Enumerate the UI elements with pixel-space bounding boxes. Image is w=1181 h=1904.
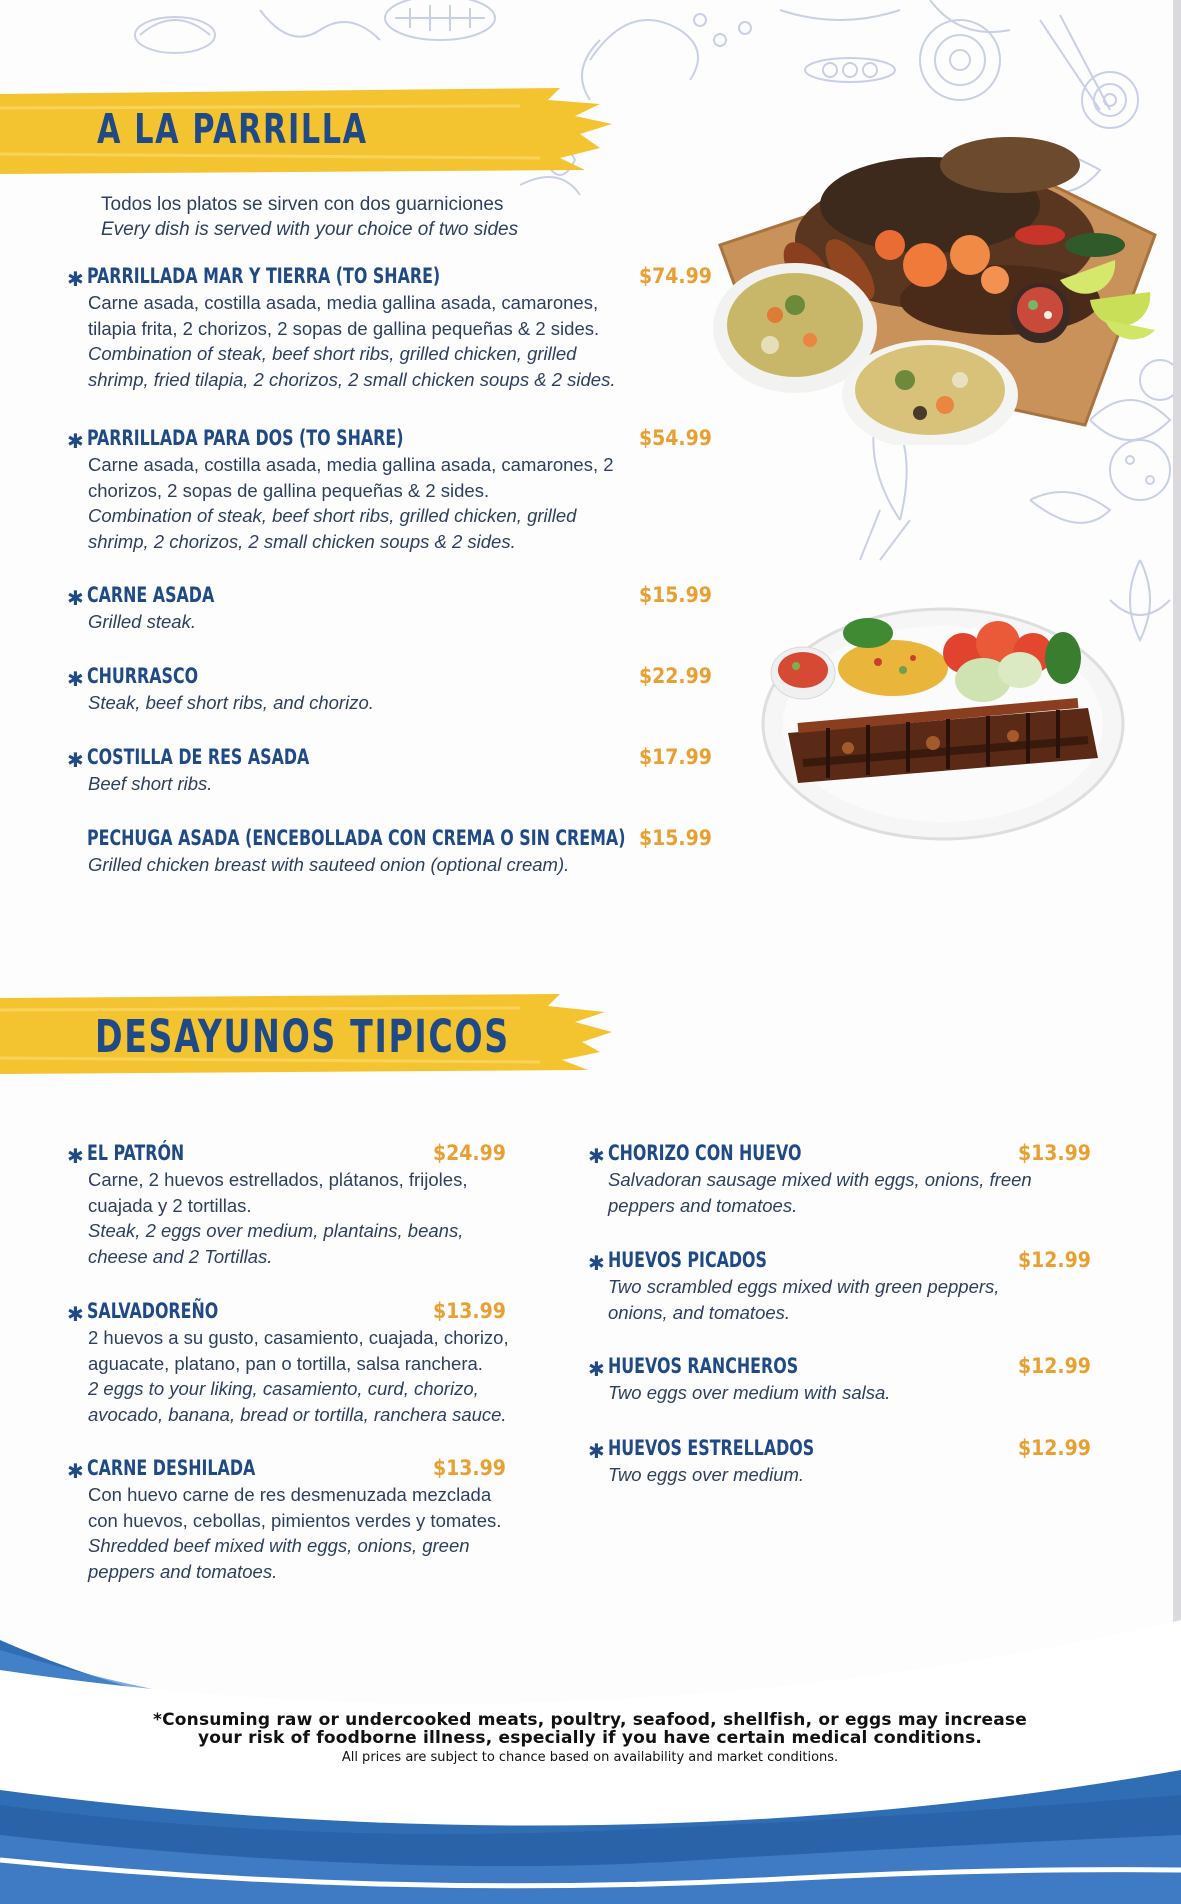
item-description [608,1274,1181,1325]
item-description [88,771,708,797]
description-english-line: Beef short ribs. [88,773,213,794]
description-english-line: Salvadoran sausage mixed with eggs, onions, freen [608,1169,1032,1190]
item-price: $15.99 [639,583,712,607]
item-name: HUEVOS ESTRELLADOS [608,1436,815,1460]
description-spanish-line: Carne, 2 huevos estrellados, plátanos, frijoles, [88,1169,468,1190]
description-spanish-line: Carne asada, costilla asada, media gallina asada, camarones, 2 [88,454,614,475]
star-marker-icon: ✱ [67,1146,84,1168]
star-marker-icon: ✱ [67,750,84,772]
item-price: $54.99 [639,426,712,450]
item-price: $15.99 [639,826,712,850]
item-price: $24.99 [433,1141,506,1165]
description-spanish-line: Con huevo carne de res desmenuzada mezclada [88,1484,492,1505]
description-english-line: 2 eggs to your liking, casamiento, curd, chorizo, [88,1378,479,1399]
item-name: PECHUGA ASADA (ENCEBOLLADA CON CREMA O SIN CREMA) [87,826,626,850]
description-english-line: shrimp, 2 chorizos, 2 small chicken soups & 2 sides. [88,530,516,552]
food-safety-disclaimer [140,1711,1040,1769]
item-description [608,1462,1181,1488]
item-name: CARNE DESHILADA [87,1456,256,1480]
description-english-line: Grilled chicken breast with sauteed onion (optional cream). [88,854,570,875]
item-name: HUEVOS PICADOS [608,1248,767,1272]
item-name: PARRILLADA PARA DOS (TO SHARE) [87,426,404,450]
item-price: $22.99 [639,664,712,688]
item-description [608,1380,1181,1406]
item-name: CHURRASCO [87,664,199,688]
description-spanish-line: 2 huevos a su gusto, casamiento, cuajada, chorizo, [88,1327,509,1348]
item-description [88,609,708,635]
star-marker-icon: ✱ [67,588,84,610]
item-price: $17.99 [639,745,712,769]
star-marker-icon: ✱ [67,669,84,691]
item-description [88,690,708,716]
description-english-line: onions, and tomatoes. [608,1301,791,1323]
section-title-desayunos: DESAYUNOS TIPICOS [95,1010,510,1063]
description-english-line: Two eggs over medium with salsa. [608,1382,891,1403]
costilla-plate-photo [758,598,1128,846]
star-marker-icon: ✱ [588,1146,605,1168]
description-spanish-line: tilapia frita, 2 chorizos, 2 sopas de gallina pequeñas & 2 sides. [88,317,600,339]
description-english-line: Shredded beef mixed with eggs, onions, green [88,1535,470,1556]
description-english-line: Steak, beef short ribs, and chorizo. [88,692,374,713]
disclaimer-line-1: *Consuming raw or undercooked meats, poultry, seafood, shellfish, or eggs may increase [153,1710,1027,1730]
grilled-platter-photo [700,95,1170,445]
description-english-line: Combination of steak, beef short ribs, grilled chicken, grilled [88,505,577,526]
description-english-line: cheese and 2 Tortillas. [88,1245,273,1267]
star-marker-icon: ✱ [67,431,84,453]
item-description [88,1482,708,1584]
description-spanish-line: Carne asada, costilla asada, media gallina asada, camarones, [88,292,599,313]
description-spanish-line: con huevos, cebollas, pimientos verdes y tomates. [88,1509,502,1531]
description-english-line: Combination of steak, beef short ribs, grilled chicken, grilled [88,343,577,364]
item-price: $12.99 [1018,1436,1091,1460]
star-marker-icon: ✱ [588,1359,605,1381]
item-description [88,452,708,554]
item-description [608,1167,1181,1218]
item-name: HUEVOS RANCHEROS [608,1354,799,1378]
description-spanish-line: cuajada y 2 tortillas. [88,1194,252,1216]
description-english-line: avocado, banana, bread or tortilla, ranchera sauce. [88,1403,507,1425]
item-name: EL PATRÓN [87,1141,185,1165]
price-notice: All prices are subject to chance based on availability and market conditions. [341,1750,839,1765]
item-name: SALVADOREÑO [87,1299,219,1323]
description-spanish-line: aguacate, platano, pan o tortilla, salsa ranchera. [88,1352,483,1374]
star-marker-icon: ✱ [67,269,84,291]
intro-spanish: Todos los platos se sirven con dos guarniciones [101,194,504,215]
item-price: $13.99 [433,1456,506,1480]
description-english-line: shrimp, fried tilapia, 2 chorizos, 2 small chicken soups & 2 sides. [88,368,616,390]
star-marker-icon: ✱ [588,1441,605,1463]
description-english-line: peppers and tomatoes. [608,1194,798,1216]
intro-english: Every dish is served with your choice of two sides [101,219,519,240]
item-price: $12.99 [1018,1354,1091,1378]
description-english-line: Grilled steak. [88,611,196,632]
item-price: $13.99 [1018,1141,1091,1165]
item-name: CARNE ASADA [87,583,215,607]
description-english-line: Two eggs over medium. [608,1464,805,1485]
star-marker-icon: ✱ [588,1253,605,1275]
page-edge-shadow [1173,0,1181,1904]
section-title-parrilla: A LA PARRILLA [97,105,368,153]
item-price: $74.99 [639,264,712,288]
item-name: CHORIZO CON HUEVO [608,1141,802,1165]
disclaimer-line-2: your risk of foodborne illness, especially if you have certain medical conditions. [197,1728,983,1748]
description-english-line: Two scrambled eggs mixed with green peppers, [608,1276,1000,1297]
item-name: PARRILLADA MAR Y TIERRA (TO SHARE) [87,264,441,288]
item-price: $12.99 [1018,1248,1091,1272]
description-english-line: peppers and tomatoes. [88,1560,278,1582]
item-description [88,852,708,878]
item-price: $13.99 [433,1299,506,1323]
parrilla-intro [101,192,621,242]
star-marker-icon: ✱ [67,1461,84,1483]
description-english-line: Steak, 2 eggs over medium, plantains, beans, [88,1220,464,1241]
item-name: COSTILLA DE RES ASADA [87,745,310,769]
star-marker-icon: ✱ [67,1304,84,1326]
description-spanish-line: chorizos, 2 sopas de gallina pequeñas & 2 sides. [88,479,490,501]
item-description [88,290,708,392]
